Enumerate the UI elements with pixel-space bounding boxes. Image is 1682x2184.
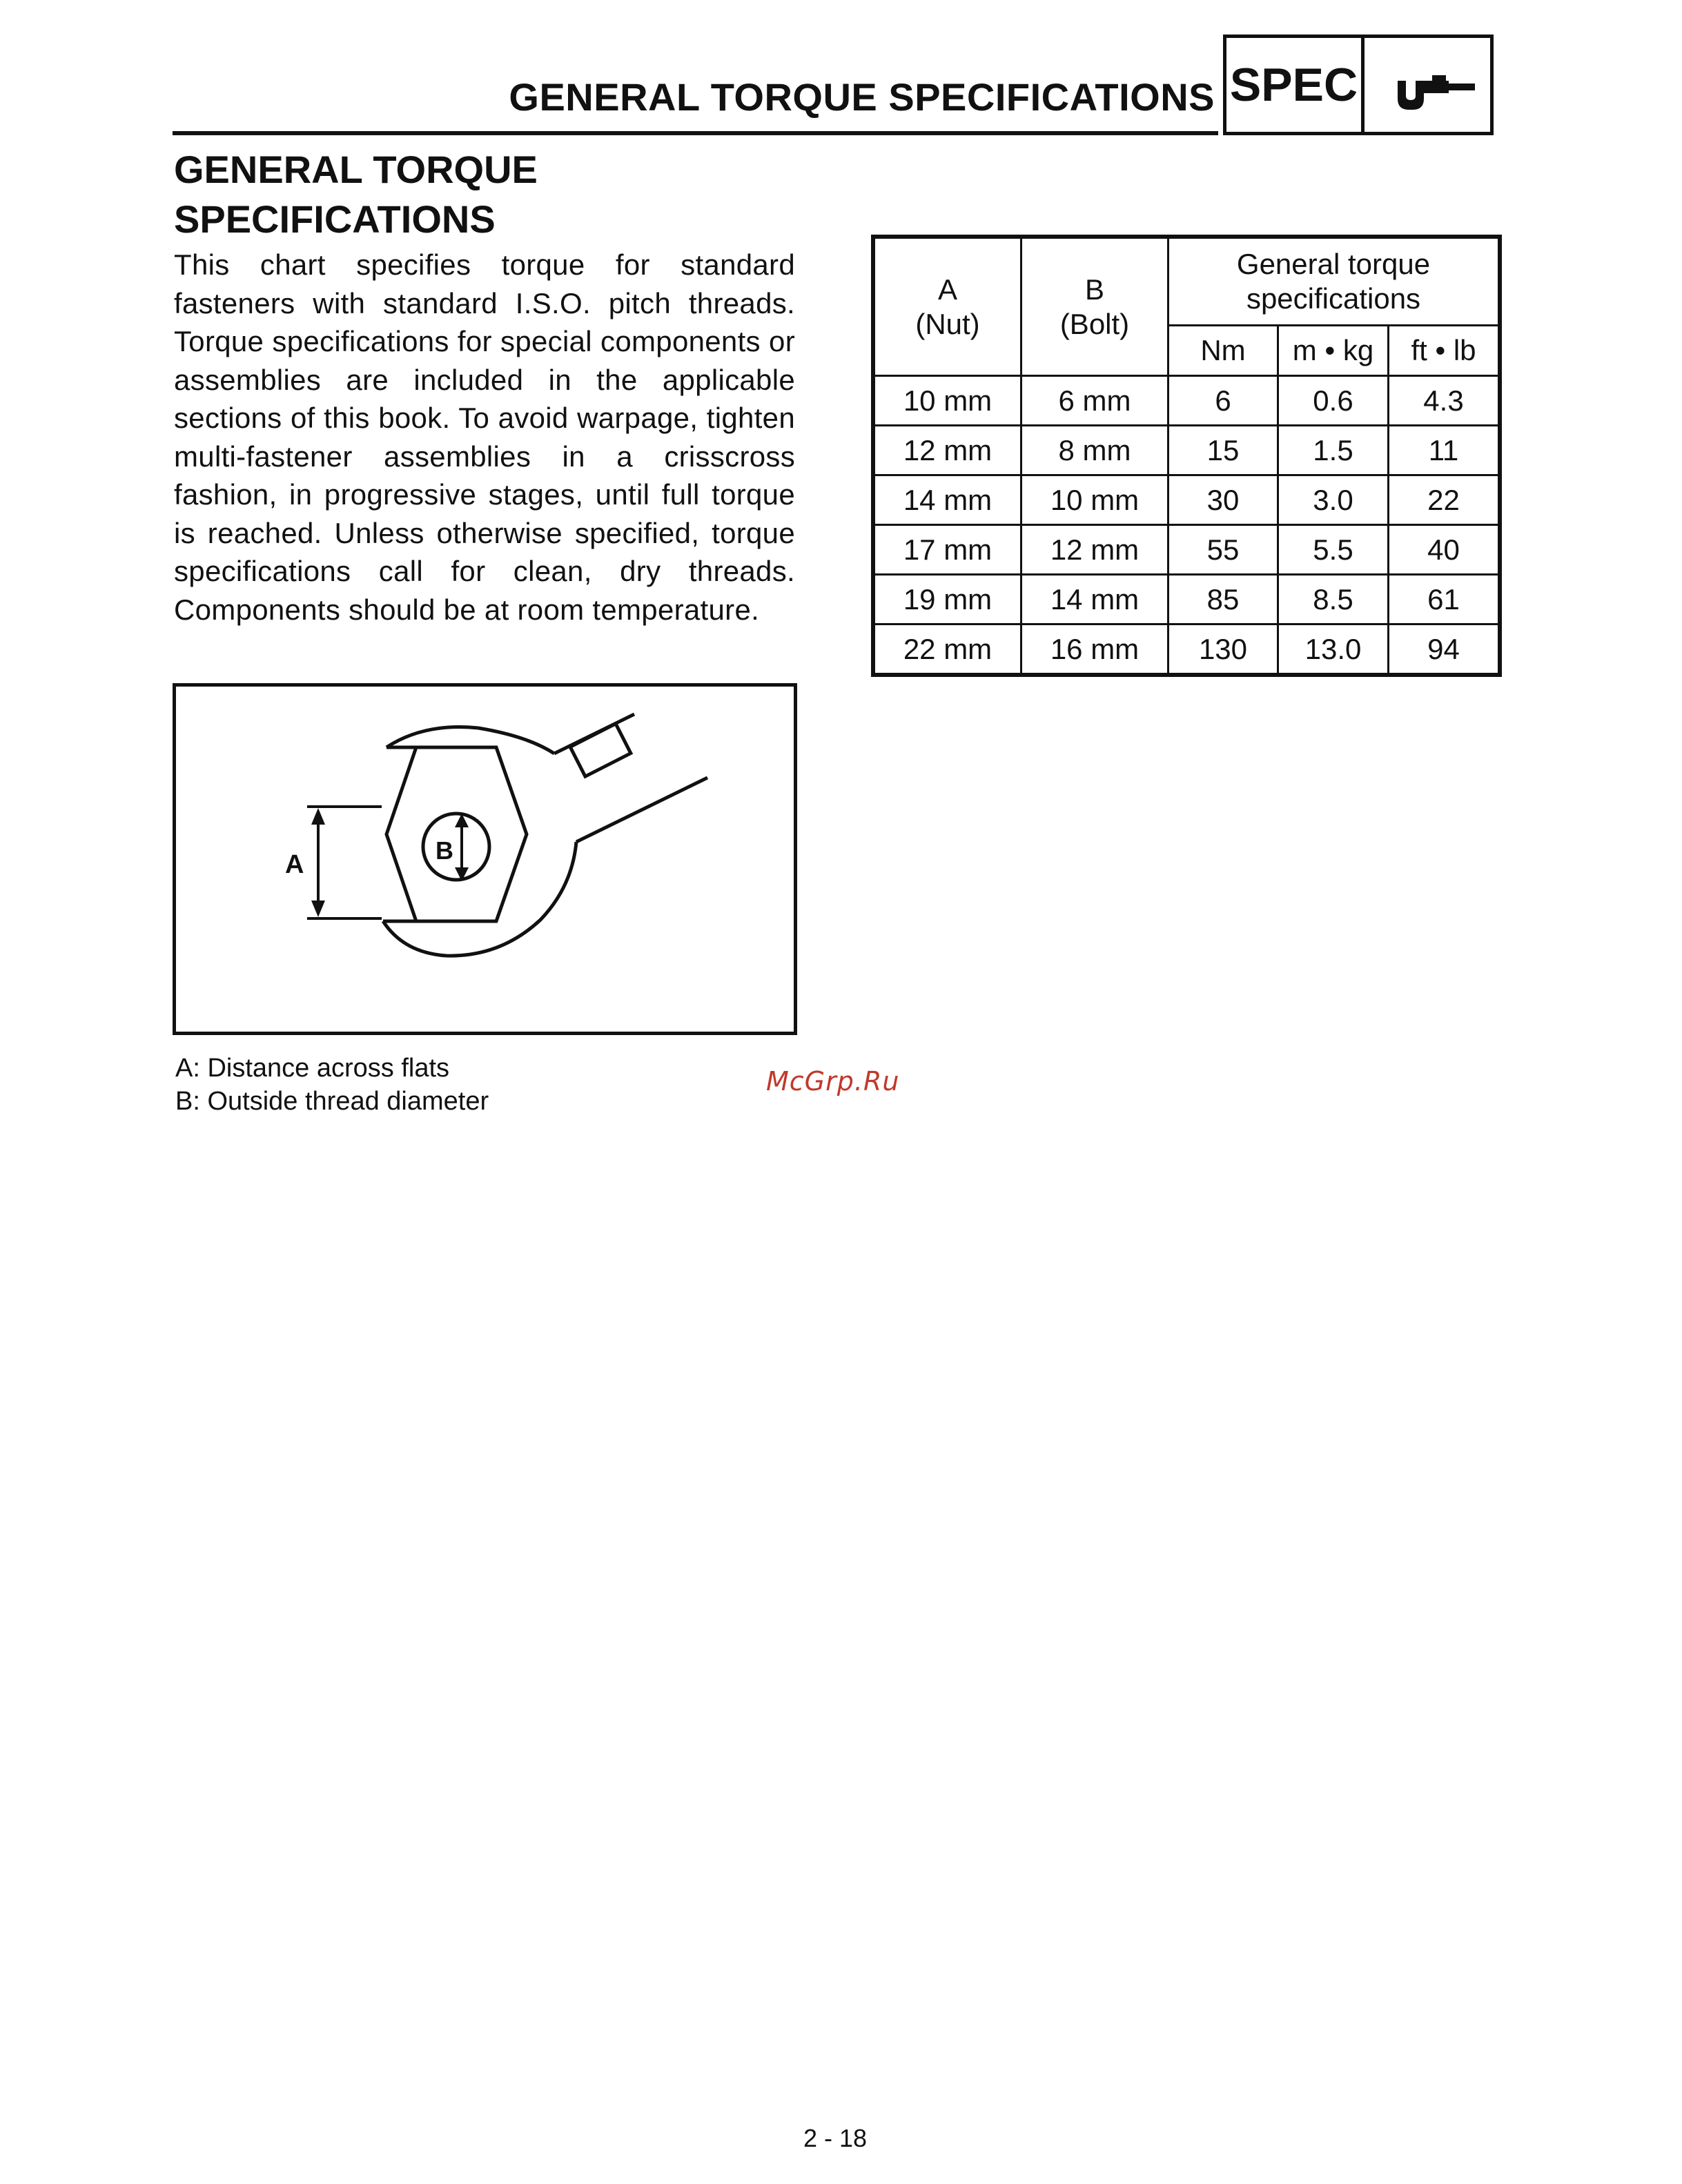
cell-ftlb: 11 [1389, 426, 1500, 475]
body-paragraph: This chart specifies torque for standard fasteners with standard I.S.O. pitch threads. Torque specifications for special components or assemblies are included in the applicable sections of this book. To avoid warpage, tighten multi-fastener assemblies in a crisscross fashion, in progressive stages, until full torque is reached. Unless otherwise specified, torque specifications call for clean, dry threads. Components should be at room temperature. [174, 248, 795, 626]
cell-nut: 22 mm [873, 624, 1021, 676]
table-row [873, 624, 1500, 676]
col-b-header [1021, 237, 1168, 376]
cell-mkg: 13.0 [1278, 624, 1389, 676]
cell-nut: 19 mm [873, 575, 1021, 624]
cell-ftlb: 4.3 [1389, 376, 1500, 426]
table-row [873, 475, 1500, 525]
cell-ftlb: 94 [1389, 624, 1500, 676]
cell-nm: 6 [1168, 376, 1278, 426]
spec-badge-label: SPEC [1226, 38, 1365, 132]
torque-table [871, 235, 1502, 677]
cell-bolt: 12 mm [1021, 525, 1168, 575]
col-b-subtitle: (Bolt) [1059, 307, 1130, 340]
cell-mkg: 5.5 [1278, 525, 1389, 575]
header-title: GENERAL TORQUE SPECIFICATIONS [509, 75, 1215, 119]
cell-nm: 130 [1168, 624, 1278, 676]
cell-mkg: 8.5 [1278, 575, 1389, 624]
unit-mkg: m • kg [1278, 326, 1389, 376]
cell-nut: 10 mm [873, 376, 1021, 426]
cell-nut: 12 mm [873, 426, 1021, 475]
wrench-figure [173, 683, 797, 1035]
section-heading [174, 145, 795, 244]
cell-nm: 15 [1168, 426, 1278, 475]
cell-ftlb: 40 [1389, 525, 1500, 575]
section-heading-line2: SPECIFICATIONS [174, 197, 496, 241]
label-b: B [436, 836, 453, 865]
unit-nm: Nm [1168, 326, 1278, 376]
label-a: A [285, 850, 304, 879]
cell-bolt: 16 mm [1021, 624, 1168, 676]
unit-ftlb: ft • lb [1389, 326, 1500, 376]
group-header [1168, 237, 1500, 326]
cell-nut: 17 mm [873, 525, 1021, 575]
cell-mkg: 3.0 [1278, 475, 1389, 525]
torque-wrench-icon [1365, 38, 1490, 132]
cell-nm: 85 [1168, 575, 1278, 624]
col-a-title: A [937, 273, 957, 306]
page-number: 2 - 18 [803, 2124, 868, 2152]
col-b-title: B [1084, 273, 1104, 306]
group-header-line1: General torque [1236, 248, 1431, 280]
caption-a: A: Distance across flats [175, 1054, 450, 1083]
table-header-row [873, 237, 1500, 326]
cell-nm: 30 [1168, 475, 1278, 525]
table-row [873, 376, 1500, 426]
cell-nut: 14 mm [873, 475, 1021, 525]
cell-bolt: 14 mm [1021, 575, 1168, 624]
caption-b: B: Outside thread diameter [175, 1087, 489, 1116]
table-row [873, 426, 1500, 475]
cell-mkg: 0.6 [1278, 376, 1389, 426]
col-a-subtitle: (Nut) [915, 307, 980, 340]
cell-bolt: 8 mm [1021, 426, 1168, 475]
section-heading-line1: GENERAL TORQUE [174, 148, 538, 191]
cell-bolt: 10 mm [1021, 475, 1168, 525]
cell-ftlb: 61 [1389, 575, 1500, 624]
group-header-line2: specifications [1246, 282, 1421, 315]
table-row [873, 575, 1500, 624]
cell-mkg: 1.5 [1278, 426, 1389, 475]
header-rule [173, 131, 1218, 135]
col-a-header [873, 237, 1021, 376]
watermark[interactable]: McGrp.Ru [766, 1066, 900, 1096]
wrench-nut-diagram [176, 687, 794, 1032]
spec-badge-box [1223, 35, 1494, 135]
cell-bolt: 6 mm [1021, 376, 1168, 426]
figure-caption [175, 1052, 796, 1118]
table-row [873, 525, 1500, 575]
cell-ftlb: 22 [1389, 475, 1500, 525]
cell-nm: 55 [1168, 525, 1278, 575]
